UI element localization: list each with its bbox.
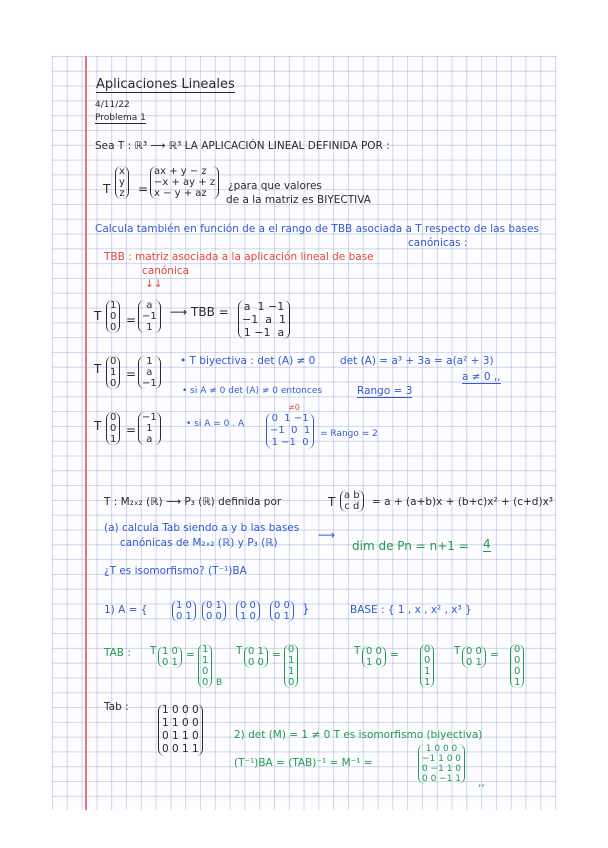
- tbb-arrow: ⟶ TBB =: [170, 305, 229, 319]
- basis-matrix-1: 1 0 0 1: [172, 600, 196, 622]
- basis-b-subscript: B: [216, 678, 223, 688]
- t-e3-label: T: [94, 419, 102, 433]
- step-2-determinant: 2) det (M) = 1 ≠ 0 T es isomorfismo (biyectiva): [234, 729, 483, 741]
- task-a-line-1: (a) calcula Tab siendo a y b las bases: [104, 522, 300, 534]
- polynomial-image: = a + (a+b)x + (b+c)x² + (c+d)x³: [372, 496, 553, 508]
- page-title: Aplicaciones Lineales: [96, 77, 235, 92]
- question-line-2: de a la matriz es BIYECTIVA: [226, 194, 371, 206]
- tab-basis-2: 0 1 0 0: [244, 646, 268, 668]
- inverse-equation: (T⁻¹)BA = (TAB)⁻¹ = M⁻¹ =: [234, 757, 373, 769]
- tbb-matrix: a 1 −1 −1 a 1 1 −1 a: [238, 300, 290, 339]
- dimension-value: 4: [483, 537, 491, 551]
- equals-sign: =: [390, 649, 399, 661]
- t-map-3: T: [354, 645, 361, 657]
- tab-column-2: 0 1 1 0: [284, 644, 298, 688]
- rango-2: = Rango = 2: [320, 429, 378, 439]
- t-map-2: T: [236, 645, 243, 657]
- arrow-to-dim: ⟶: [318, 528, 336, 542]
- basis-brace-close: }: [302, 602, 310, 616]
- page-bottom-margin: [0, 810, 608, 848]
- down-arrows: ↓↓: [145, 278, 163, 290]
- equals-sign: =: [490, 649, 499, 661]
- not-zero-mark: ≠0: [288, 403, 300, 412]
- equals-sign: =: [138, 182, 149, 196]
- end-mark: ,,: [478, 777, 485, 789]
- vector-xyz: x y z: [115, 166, 129, 199]
- equals-sign: =: [272, 649, 281, 661]
- calc-line-1: Calcula también en función de a el rango de TBB asociada a T respecto de las bases: [95, 223, 539, 235]
- inverse-matrix: 1 0 0 0 −1 1 0 0 0 −1 1 0 0 0 −1 1: [418, 744, 465, 784]
- e3-vector: 0 0 1: [106, 412, 120, 445]
- t-map-label: T: [103, 182, 111, 196]
- tbb-definition-1: TBB : matriz asociada a la aplicación lineal de base: [104, 251, 374, 263]
- margin-line: [85, 56, 87, 810]
- tab-column-1: 1 1 0 0: [198, 644, 212, 688]
- equals-sign: =: [126, 313, 137, 327]
- tbb-definition-2: canónica: [142, 265, 190, 277]
- question-line-1: ¿para que valores: [228, 180, 322, 192]
- page-left-margin: [0, 0, 52, 848]
- date: 4/11/22: [95, 100, 130, 110]
- tab-label: TAB :: [104, 647, 131, 659]
- problem-number: Problema 1: [95, 113, 146, 123]
- e2-image: 1 a −1: [138, 356, 161, 389]
- case-a-zero: • si A = 0 . A: [186, 419, 245, 429]
- part2-definition: T : M₂ₓ₂ (ℝ) ⟶ P₃ (ℝ) definida por: [104, 496, 282, 508]
- page-top-margin: [0, 0, 608, 56]
- equals-sign: =: [126, 367, 137, 381]
- t-e1-label: T: [94, 309, 102, 323]
- a-not-zero: a ≠ 0 ,,: [462, 371, 501, 383]
- isomorphism-question: ¿T es isomorfismo? (T⁻¹)BA: [104, 565, 247, 577]
- part2-t-label: T: [328, 495, 336, 509]
- step-1-basis: 1) A = {: [104, 604, 148, 616]
- equals-sign: =: [126, 423, 137, 437]
- rango-3: Rango = 3: [357, 385, 413, 397]
- t-map-1: T: [150, 645, 157, 657]
- image-vector: ax + y − z −x + ay + z x − y + az: [150, 166, 219, 199]
- basis-matrix-3: 0 0 1 0: [236, 600, 260, 622]
- e1-image: a −1 1: [138, 300, 161, 333]
- t-map-4: T: [454, 645, 461, 657]
- a-zero-matrix: 0 1 −1 −1 0 1 1 −1 0: [266, 413, 314, 449]
- t-e2-label: T: [94, 362, 102, 376]
- tab-basis-3: 0 0 1 0: [362, 646, 386, 668]
- dimension-formula: dim de Pn = n+1 =: [352, 539, 469, 553]
- tab-column-4: 0 0 0 1: [510, 644, 524, 688]
- abcd-matrix: a b c d: [340, 490, 364, 512]
- e1-vector: 1 0 0: [106, 300, 120, 333]
- tab-matrix-label: Tab :: [104, 701, 129, 713]
- determinant-expression: det (A) = a³ + 3a = a(a² + 3): [340, 355, 494, 367]
- basis-matrix-4: 0 0 0 1: [270, 600, 294, 622]
- base-p3: BASE : { 1 , x , x² , x³ }: [350, 604, 472, 616]
- task-a-line-2: canónicas de M₂ₓ₂ (ℝ) y P₃ (ℝ): [120, 537, 278, 549]
- page-right-margin: [556, 0, 608, 848]
- statement: Sea T : ℝ³ ⟶ ℝ³ LA APLICACIÓN LINEAL DEFINIDA POR :: [95, 140, 390, 152]
- tab-basis-4: 0 0 0 1: [462, 646, 486, 668]
- tab-matrix: 1 0 0 0 1 1 0 0 0 1 1 0 0 0 1 1: [158, 704, 203, 756]
- case-a-nonzero: • si A ≠ 0 det (A) ≠ 0 entonces: [182, 386, 323, 396]
- tab-basis-1: 1 0 0 1: [158, 646, 182, 668]
- equals-sign: =: [186, 649, 195, 661]
- e2-vector: 0 1 0: [106, 356, 120, 389]
- calc-line-2: canónicas :: [408, 237, 468, 249]
- tab-column-3: 0 0 1 1: [420, 644, 434, 688]
- e3-image: −1 1 a: [138, 412, 161, 445]
- biyectiva-condition: • T biyectiva : det (A) ≠ 0: [180, 355, 316, 367]
- basis-matrix-2: 0 1 0 0: [202, 600, 226, 622]
